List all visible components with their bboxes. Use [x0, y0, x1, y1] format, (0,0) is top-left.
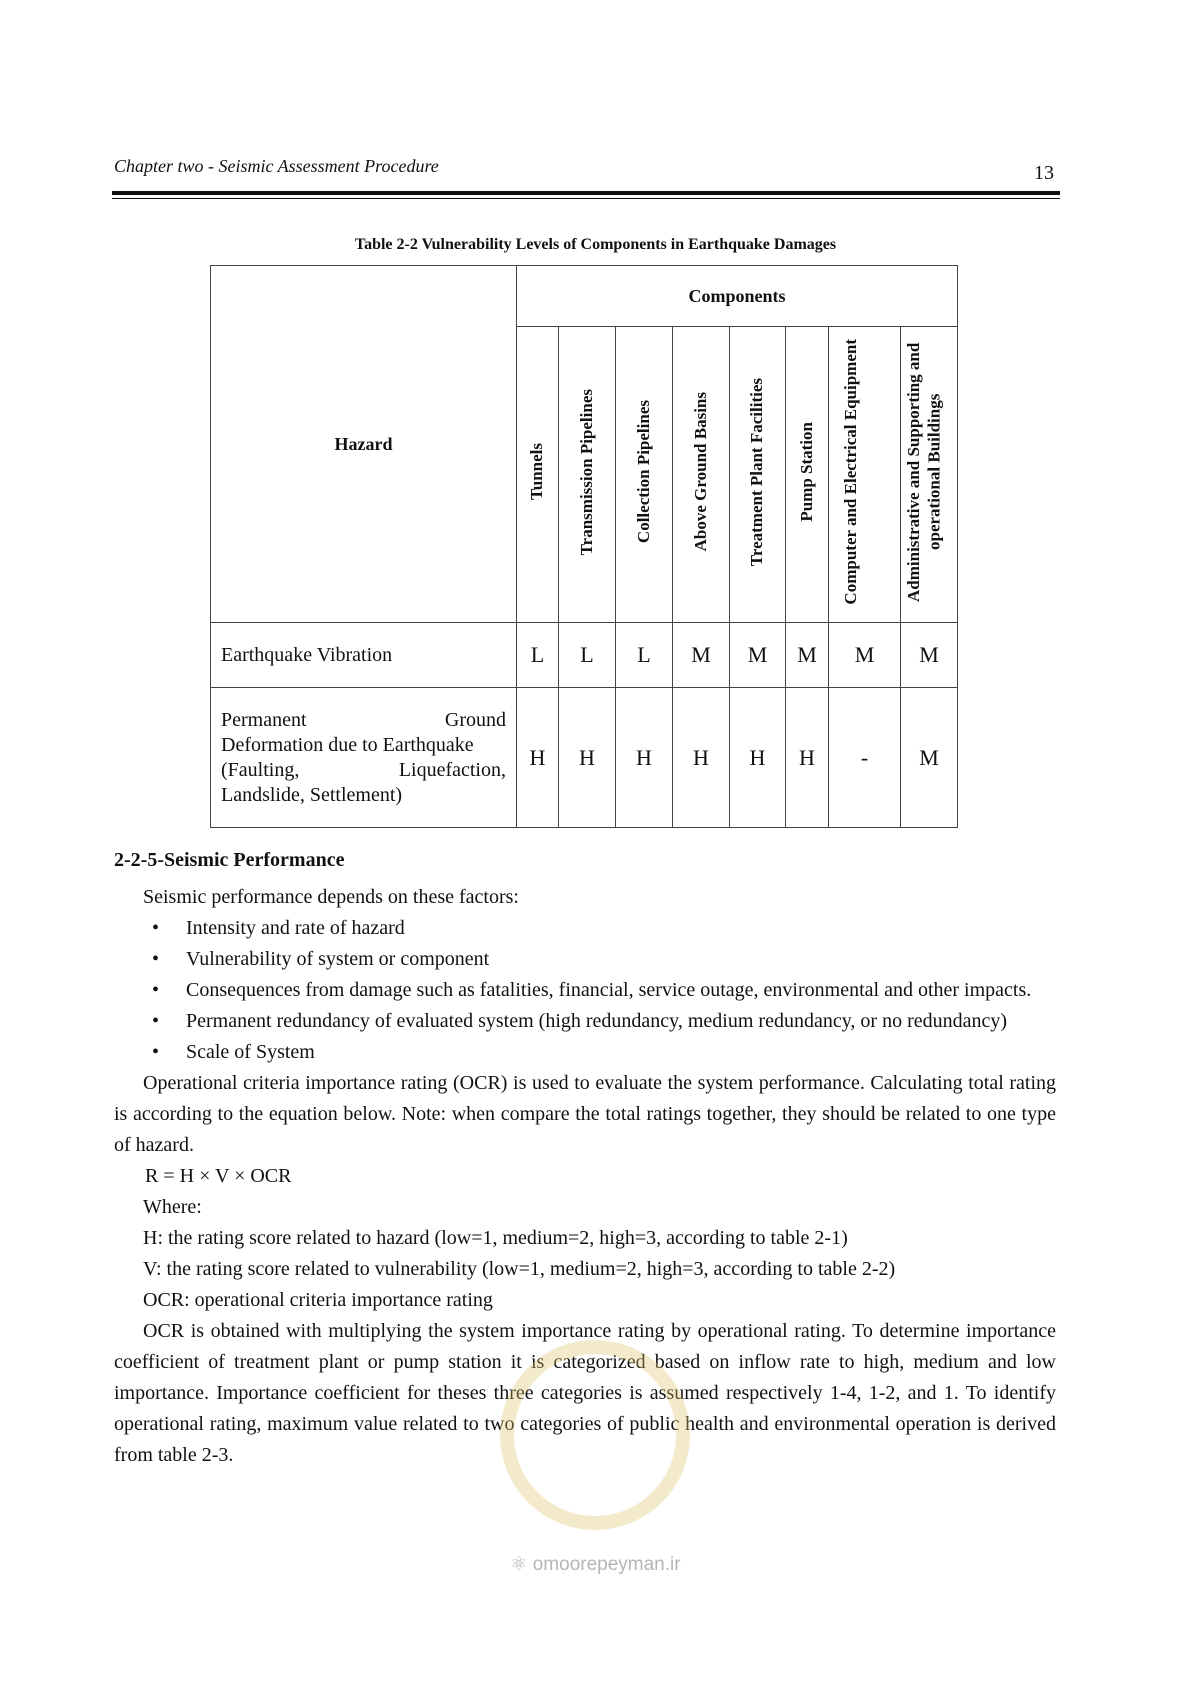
page-number: 13 — [1034, 162, 1054, 184]
component-header: Pump Station — [786, 327, 829, 623]
component-header: Above Ground Basins — [673, 327, 730, 623]
table-cell: M — [730, 623, 786, 688]
bullet-icon: • — [152, 948, 160, 970]
definition-h: H: the rating score related to hazard (low=1, medium=2, high=3, according to table 2-1) — [143, 1227, 848, 1249]
list-item: • Permanent redundancy of evaluated system (high redundancy, medium redundancy, or no redundancy) — [114, 1006, 1056, 1037]
table-cell: M — [786, 623, 829, 688]
chapter-title: Chapter two - Seismic Assessment Procedure — [114, 156, 439, 176]
list-item: • Scale of System — [114, 1037, 1056, 1068]
list-item: • Intensity and rate of hazard — [114, 913, 1056, 944]
definition-v: V: the rating score related to vulnerability (low=1, medium=2, high=3, according to table 2-2) — [143, 1258, 896, 1280]
table-cell: H — [786, 688, 829, 828]
component-header: Collection Pipelines — [616, 327, 673, 623]
bullet-icon: • — [152, 1010, 160, 1032]
where-label: Where: — [143, 1196, 202, 1218]
list-item: • Consequences from damage such as fatalities, financial, service outage, environmental and other impacts. — [114, 975, 1056, 1006]
section-heading: 2-2-5-Seismic Performance — [114, 849, 345, 871]
component-header: Computer and Electrical Equipment — [829, 327, 901, 623]
table-cell: L — [616, 623, 673, 688]
table-cell: M — [901, 688, 958, 828]
section-body — [114, 882, 1056, 1471]
table-cell: H — [616, 688, 673, 828]
header-rule-thick — [112, 191, 1060, 195]
table-cell: L — [559, 623, 616, 688]
row-hazard-label: Earthquake Vibration — [211, 623, 517, 688]
definition-ocr: OCR: operational criteria importance rating — [143, 1289, 493, 1311]
component-header: Treatment Plant Facilities — [730, 327, 786, 623]
equation: R = H × V × OCR — [145, 1165, 292, 1187]
bullet-icon: • — [152, 1041, 160, 1063]
component-header: Transmission Pipelines — [559, 327, 616, 623]
table-cell: L — [517, 623, 559, 688]
table-cell: H — [673, 688, 730, 828]
table-cell: - — [829, 688, 901, 828]
paragraph: OCR is obtained with multiplying the system importance rating by operational rating. To determine importance coefficient of treatment plant or pump station it is categorized based on inflow rate to high, medium and low importance. Importance coefficient for theses three categories is assumed respectively 1-4, 1-2, and 1. To identify operational rating, maximum value related to two categories of public health and environmental operation is derived from table 2-3. — [114, 1320, 1056, 1466]
components-header: Components — [517, 266, 958, 327]
bullet-icon: • — [152, 917, 160, 939]
header-rule-thin — [112, 198, 1060, 199]
table-cell: M — [673, 623, 730, 688]
watermark-text: ⚛ omoorepeyman.ir — [510, 1554, 681, 1575]
table-cell: H — [517, 688, 559, 828]
table-cell: H — [730, 688, 786, 828]
table-caption: Table 2-2 Vulnerability Levels of Components in Earthquake Damages — [354, 236, 837, 253]
row-hazard-label: Permanent Ground Deformation due to Earthquake (Faulting, Liquefaction, Landslide, Settlement) — [211, 688, 517, 828]
table-row — [211, 688, 958, 828]
bullet-icon: • — [152, 979, 160, 1001]
table-cell: M — [829, 623, 901, 688]
list-item: • Vulnerability of system or component — [114, 944, 1056, 975]
hazard-header: Hazard — [211, 266, 517, 623]
intro-text: Seismic performance depends on these factors: — [143, 886, 519, 908]
vulnerability-table — [210, 265, 958, 828]
component-header: Administrative and Supporting and operational Buildings — [901, 327, 958, 623]
paragraph: Operational criteria importance rating (OCR) is used to evaluate the system performance. Calculating total rating is according to the equation below. Note: when compare the total ratings together, they should be related to one type of hazard. — [114, 1072, 1056, 1156]
component-header: Tunnels — [517, 327, 559, 623]
table-row — [211, 623, 958, 688]
table-cell: H — [559, 688, 616, 828]
table-cell: M — [901, 623, 958, 688]
